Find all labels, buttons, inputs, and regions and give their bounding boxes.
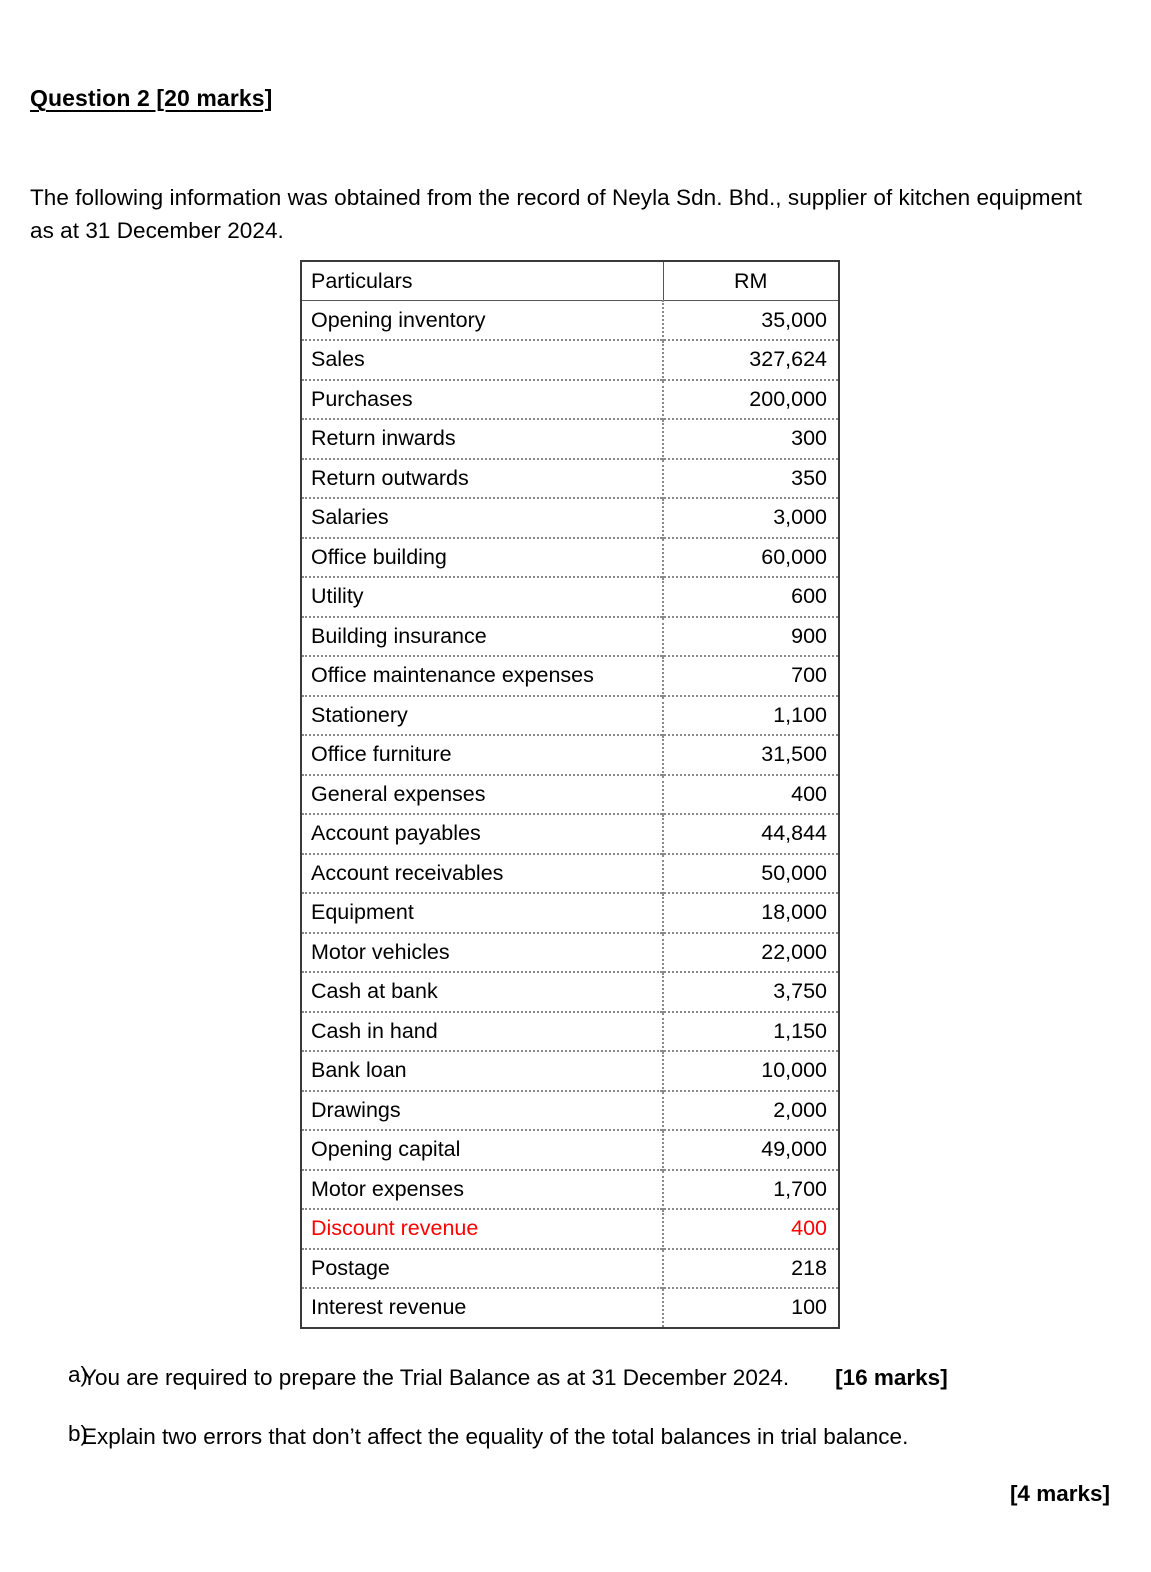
table-row (301, 498, 839, 538)
cell-amount: 700 (663, 656, 839, 696)
cell-particular: Utility (301, 577, 663, 617)
cell-particular: Motor vehicles (301, 933, 663, 973)
cell-particular: Opening inventory (301, 301, 663, 341)
question-item-b (30, 1421, 1120, 1508)
cell-amount: 18,000 (663, 893, 839, 933)
table-header-row (301, 261, 839, 301)
cell-particular: Opening capital (301, 1130, 663, 1170)
cell-amount: 300 (663, 419, 839, 459)
question-b-text: Explain two errors that don’t affect the equality of the total balances in trial balance. (82, 1423, 909, 1449)
cell-particular: Account payables (301, 814, 663, 854)
question-item-a (30, 1362, 1120, 1395)
cell-particular: Discount revenue (301, 1209, 663, 1249)
cell-particular: General expenses (301, 775, 663, 815)
table-row (301, 577, 839, 617)
page-title-text: Question 2 [20 marks] (30, 85, 273, 111)
table-row (301, 893, 839, 933)
table-row (301, 972, 839, 1012)
cell-amount: 3,000 (663, 498, 839, 538)
cell-particular: Stationery (301, 696, 663, 736)
cell-amount: 200,000 (663, 380, 839, 420)
cell-amount: 35,000 (761, 307, 827, 332)
table-row (301, 1170, 839, 1210)
table-row (301, 340, 839, 380)
particulars-table (300, 260, 840, 1329)
cell-particular: Sales (301, 340, 663, 380)
cell-particular: Cash in hand (301, 1012, 663, 1052)
cell-particular: Office building (301, 538, 663, 578)
column-header-particulars: Particulars (301, 261, 663, 301)
table-row (301, 656, 839, 696)
cell-particular: Building insurance (301, 617, 663, 657)
intro-paragraph: The following information was obtained from the record of Neyla Sdn. Bhd., supplier of kitchen equipment as at 31 December 2024. (30, 184, 1083, 243)
cell-amount: 44,844 (663, 814, 839, 854)
table-row (301, 301, 839, 341)
page-title (30, 86, 272, 111)
table-row (301, 1051, 839, 1091)
cell-particular: Interest revenue (301, 1288, 663, 1328)
cell-particular: Drawings (301, 1091, 663, 1131)
cell-amount: 400 (663, 1209, 839, 1249)
question-b-marks: [4 marks] (1009, 1481, 1110, 1507)
cell-amount: 50,000 (663, 854, 839, 894)
table-row (301, 814, 839, 854)
table-body (301, 301, 839, 1328)
cell-particular: Cash at bank (301, 972, 663, 1012)
table-row (301, 1249, 839, 1289)
table-row (301, 854, 839, 894)
cell-particular: Postage (301, 1249, 663, 1289)
cell-particular: Return outwards (301, 459, 663, 499)
cell-amount: 218 (663, 1249, 839, 1289)
question-a-marker: a) (68, 1362, 89, 1387)
question-b-marker: b) (68, 1420, 89, 1446)
table-row (301, 419, 839, 459)
cell-particular: Office furniture (301, 735, 663, 775)
cell-amount: 1,150 (663, 1012, 839, 1052)
table-row (301, 1012, 839, 1052)
table-header (301, 261, 839, 301)
cell-particular: Equipment (301, 893, 663, 933)
table-row (301, 459, 839, 499)
cell-amount: 2,000 (663, 1091, 839, 1131)
table-row (301, 696, 839, 736)
cell-amount: 327,624 (663, 340, 839, 380)
cell-amount: 60,000 (663, 538, 839, 578)
question-a-text: You are required to prepare the Trial Balance as at 31 December 2024. (82, 1365, 790, 1390)
cell-amount: 31,500 (663, 735, 839, 775)
particulars-table-container (300, 260, 838, 1329)
table-row (301, 735, 839, 775)
cell-particular: Return inwards (301, 419, 663, 459)
table-row (301, 1130, 839, 1170)
cell-amount: 100 (663, 1288, 839, 1328)
table-row (301, 617, 839, 657)
cell-amount: 3,750 (663, 972, 839, 1012)
cell-particular: Purchases (301, 380, 663, 420)
table-row (301, 538, 839, 578)
question-list (30, 1362, 1120, 1533)
cell-particular: Office maintenance expenses (301, 656, 663, 696)
table-row (301, 380, 839, 420)
cell-amount: 1,100 (663, 696, 839, 736)
column-header-rm: RM (663, 261, 839, 301)
cell-particular: Account receivables (301, 854, 663, 894)
table-row (301, 1209, 839, 1249)
cell-amount: 400 (663, 775, 839, 815)
cell-particular: Salaries (301, 498, 663, 538)
cell-amount: 350 (663, 459, 839, 499)
cell-amount: 600 (663, 577, 839, 617)
cell-amount: 1,700 (663, 1170, 839, 1210)
question-a-marks: [16 marks] (835, 1365, 948, 1390)
cell-particular: Motor expenses (301, 1170, 663, 1210)
cell-amount: 10,000 (663, 1051, 839, 1091)
cell-amount: 900 (663, 617, 839, 657)
cell-amount: 22,000 (663, 933, 839, 973)
table-row (301, 1288, 839, 1328)
cell-particular: Bank loan (301, 1051, 663, 1091)
table-row (301, 1091, 839, 1131)
table-row (301, 775, 839, 815)
cell-amount: 49,000 (663, 1130, 839, 1170)
table-row (301, 933, 839, 973)
